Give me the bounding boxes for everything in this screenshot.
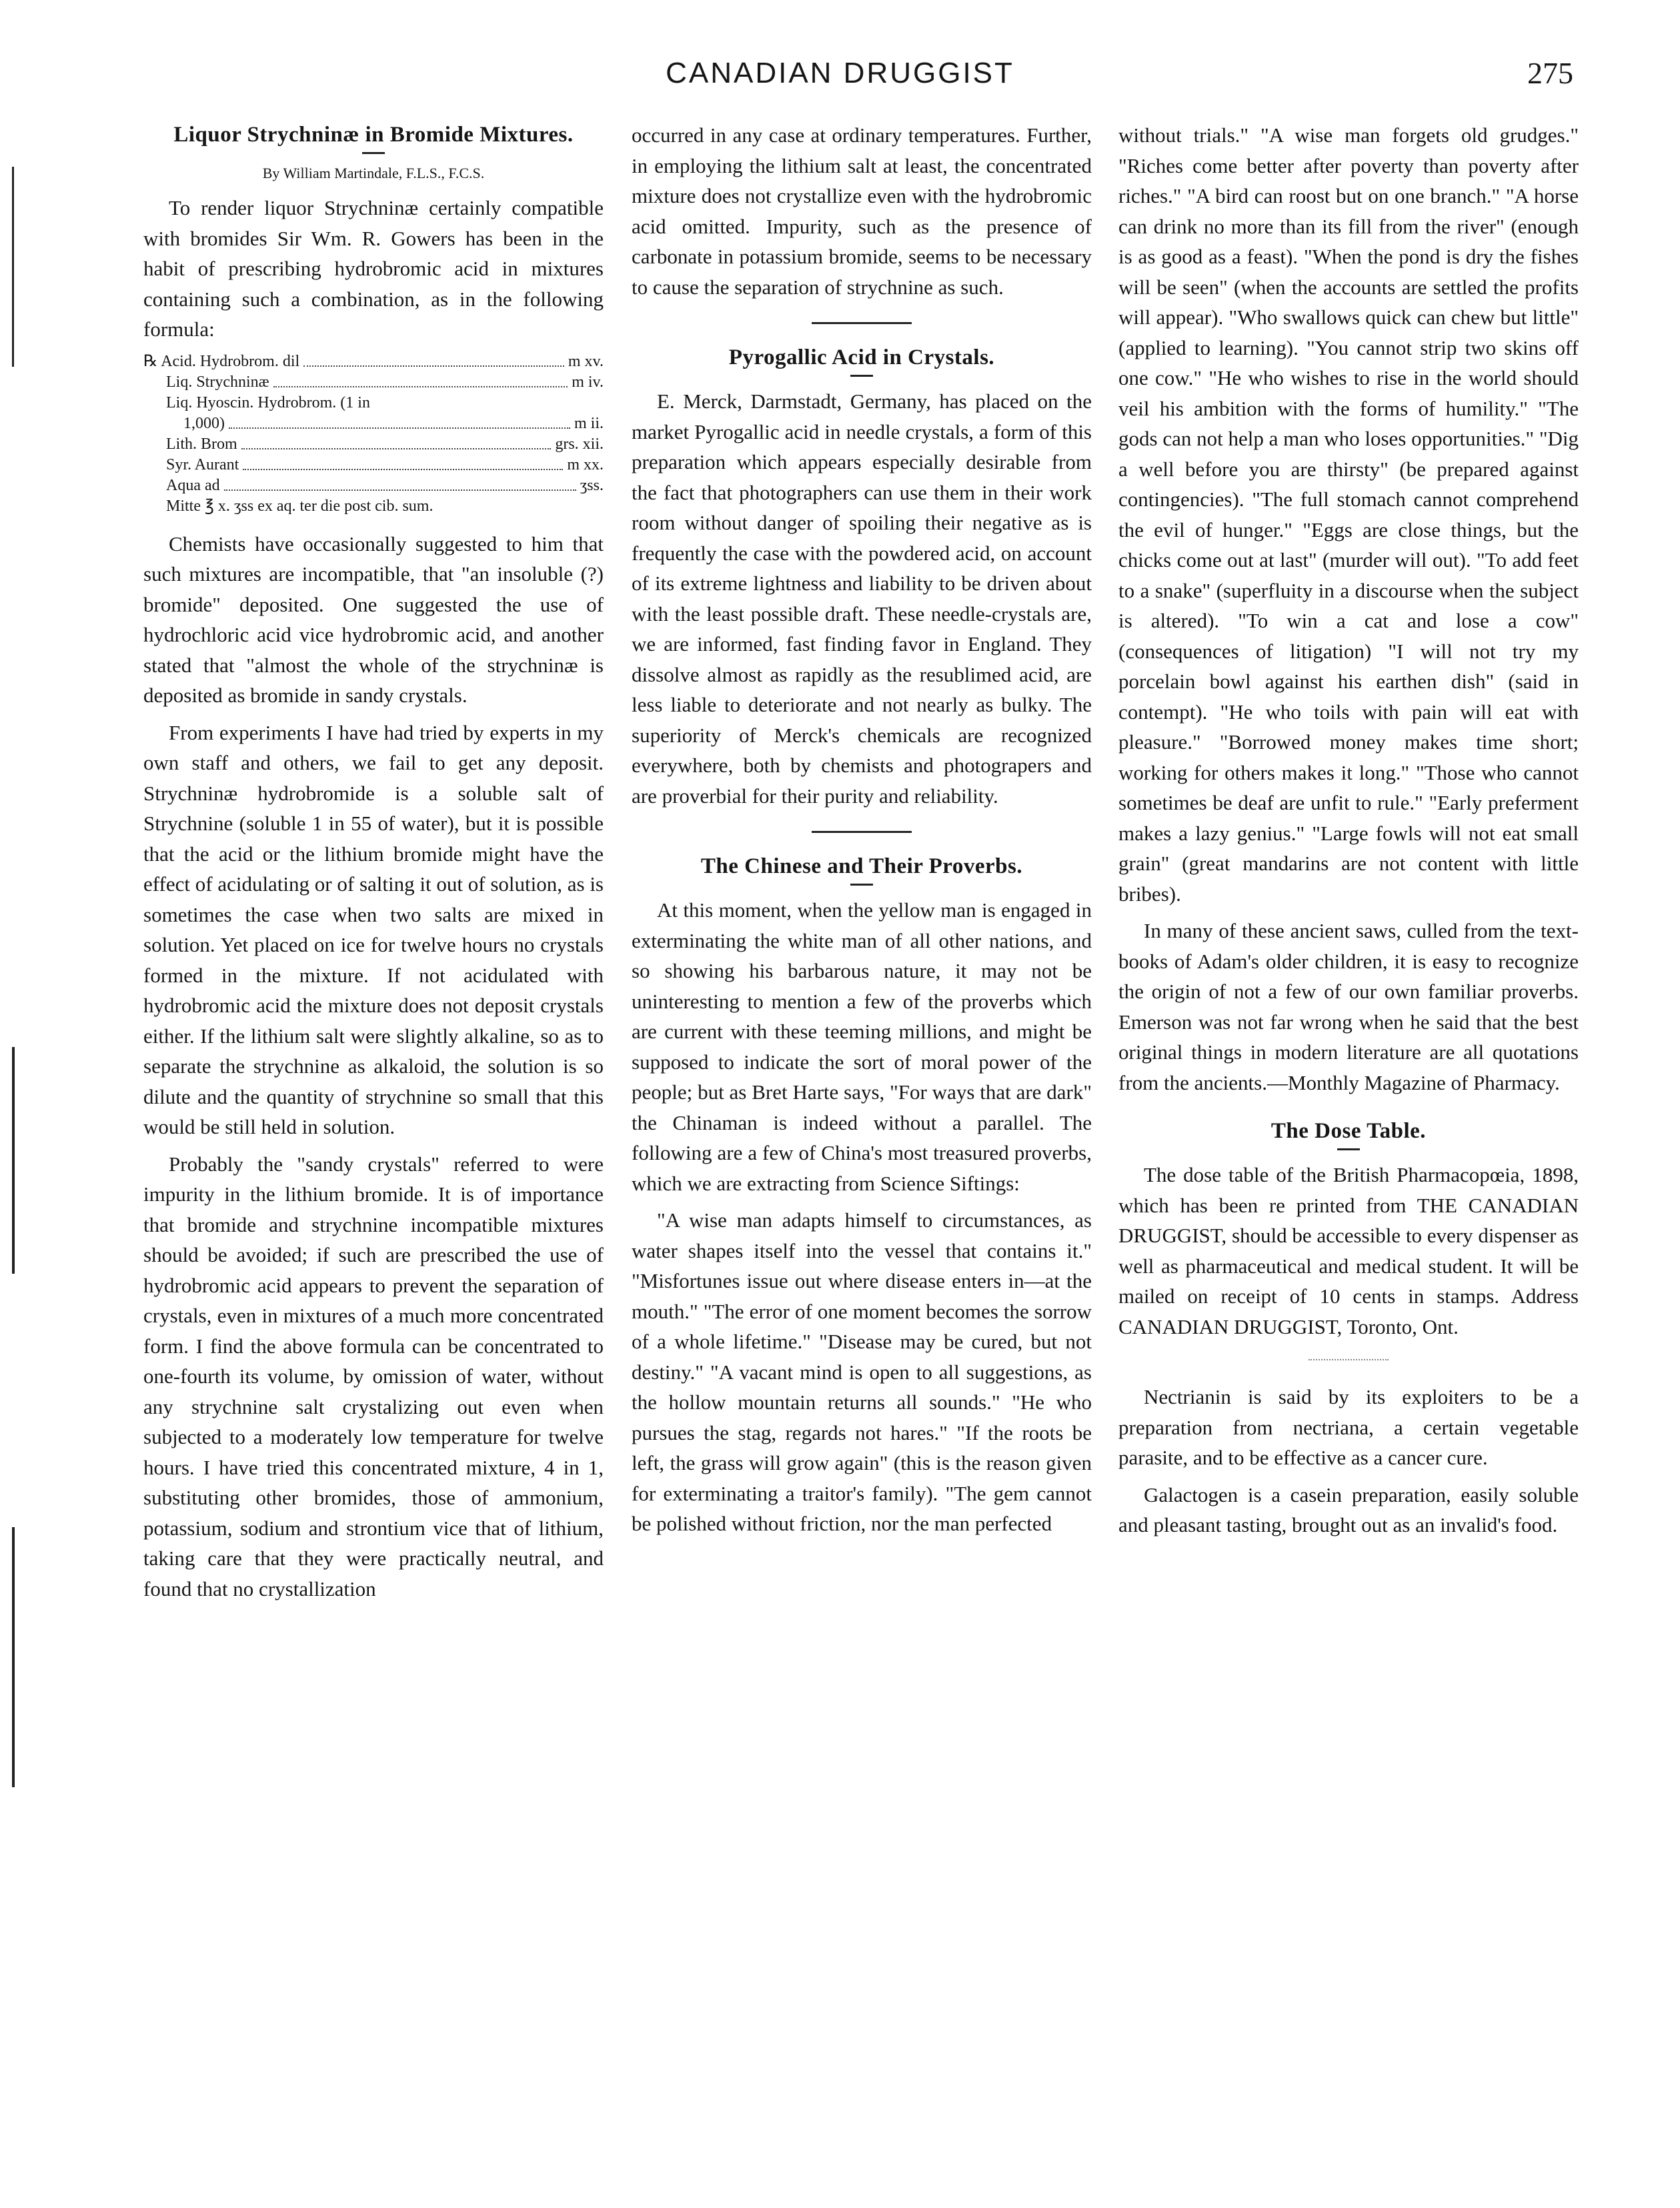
section-rule — [812, 831, 912, 833]
formula-row — [143, 413, 604, 434]
formula-row — [143, 434, 604, 455]
article-title-chinese-proverbs: The Chinese and Their Proverbs. — [700, 854, 1023, 878]
title-dash — [850, 884, 873, 886]
title-dash — [362, 152, 385, 154]
formula-quantity: m xx. — [567, 455, 604, 473]
formula-ingredient: Aqua ad — [166, 476, 220, 494]
article-title-liquor-strychninae: Liquor Strychninæ in Bromide Mixtures. — [173, 123, 574, 147]
formula-row — [143, 393, 604, 413]
byline: By William Martindale, F.L.S., F.C.S. — [262, 165, 485, 181]
formula-row — [143, 475, 604, 496]
paragraph: "A wise man adapts himself to circumstances, as water shapes itself into the vessel that contains it." "Misfortunes issue out where disease enters in—at the mouth." "The error of one moment becomes the sorrow of a whole lifetime." "Disease may be cured, but not destiny." "A vacant mind is open to all suggestions, as the hollow mountain returns all sounds." "He who pursues the stag, regards not hares." "If the roots be left, the grass will grow again" (this is the reason given for exterminating a traitor's family). "The gem cannot be polished without friction, nor the man perfected — [632, 1208, 1092, 1535]
prescription-formula — [143, 351, 604, 517]
formula-quantity: ʒss. — [580, 476, 604, 494]
journal-title: CANADIAN DRUGGIST — [666, 57, 1014, 89]
paragraph: Probably the "sandy crystals" referred to were impurity in the lithium bromide. It is of importance that bromide and strychnine incompatible mixtures should be avoided; if such are prescribed the use of hydrobromic acid appears to prevent the separation of crystals, even in mixtures of a much more concentrated form. I find the above formula can be concentrated to one-fourth its volume, by omission of water, without any strychnine salt crystalizing out even when subjected to a moderately low temperature for twelve hours. I have tried this concentrated mixture, 4 in 1, substituting other bromides, those of ammonium, potassium, sodium and strontium vice that of lithium, taking care that they were practically neutral, and found that no crystallization — [143, 1152, 604, 1600]
formula-row — [143, 455, 604, 475]
paragraph: Nectrianin is said by its exploiters to be a preparation from nectriana, a certain vegetable parasite, and to be effective as a cancer cure. — [1118, 1385, 1579, 1469]
formula-ingredient: Liq. Strychninæ — [166, 373, 269, 391]
paragraph: To render liquor Strychninæ certainly compatible with bromides Sir Wm. R. Gowers has been in the habit of prescribing hydrobromic acid in mixtures containing such a combination, as in the following formula: — [143, 196, 604, 341]
paragraph: Chemists have occasionally suggested to him that such mixtures are incompatible, that "an insoluble (?) bromide" deposited. One suggested the use of hydrochloric acid vice hydrobromic acid, and another stated that "almost the whole of the strychninæ is deposited as bromide in sandy crystals. — [143, 531, 604, 707]
column-2 — [632, 120, 1092, 1546]
formula-ingredient: Syr. Aurant — [166, 455, 239, 473]
formula-ingredient: Lith. Brom — [166, 435, 237, 453]
paragraph: The dose table of the British Pharmacopœia, 1898, which has been re printed from THE CANADIAN DRUGGIST, should be accessible to every dispenser as well as pharmaceutical and medical student. It will be mailed on receipt of 10 cents in stamps. Address CANADIAN DRUGGIST, Toronto, Ont. — [1118, 1163, 1579, 1338]
section-dots — [1309, 1359, 1389, 1360]
margin-bracket-mark — [12, 1047, 15, 1274]
formula-quantity: grs. xii. — [555, 435, 604, 453]
formula-row — [143, 351, 604, 372]
formula-directions: Mitte ℥ x. ʒss ex aq. ter die post cib. sum. — [166, 497, 434, 515]
formula-ingredient: Liq. Hyoscin. Hydrobrom. (1 in — [166, 393, 370, 411]
section-rule — [812, 322, 912, 324]
page-number: 275 — [1527, 56, 1573, 90]
formula-row — [143, 372, 604, 393]
paragraph-continued: without trials." "A wise man forgets old grudges." "Riches come better after poverty than poverty after riches." "A bird can roost but on one branch." "A horse can drink no more than its fill from the river" (enough is as good as a feast). "When the pond is dry the fishes will be seen" (when the accounts are settled the profits will appear). "Who swallows quick can chew but little" (applied to learning). "You cannot strip two skins off one cow." "He who wishes to rise in the world should veil his ambition with the forms of humility." "The gods can not help a man who loses opportunities." "Dig a well before you are thirsty" (be prepared against contingencies). "The full stomach cannot comprehend the evil of hunger." "Eggs are close things, but the chicks come out at last" (murder will out). "To add feet to a snake" (superfluity in a discourse when the subject is altered). "To win a cat and lose a cow" (consequences of litigation) "I will not try my porcelain bowl against his earthen dish" (said in contempt). "He who toils with pain will eat with pleasure." "Borrowed money makes time short; working for others makes it long." "Those who cannot sometimes be deaf are unfit to rule." "Early preferment makes a lazy genius." "Large fowls will not eat small grain" (great mandarins are not content with little bribes). — [1118, 123, 1579, 906]
running-head — [0, 55, 1680, 95]
title-dash — [850, 375, 873, 377]
formula-ingredient: 1,000) — [183, 414, 225, 432]
formula-ingredient: ℞ Acid. Hydrobrom. dil — [143, 352, 300, 370]
paragraph: In many of these ancient saws, culled from the text-books of Adam's older children, it is easy to recognize the origin of not a few of our own familiar proverbs. Emerson was not far wrong when he said that the best original things in modern literature are all quotations from the ancients.—Monthly Magazine of Pharmacy. — [1118, 919, 1579, 1094]
article-title-pyrogallic-acid: Pyrogallic Acid in Crystals. — [728, 345, 995, 369]
paragraph: E. Merck, Darmstadt, Germany, has placed on the market Pyrogallic acid in needle crystals, a form of this preparation which appears especially desirable from the fact that photographers can use them in their work room without danger of spoiling their negative as is frequently the case with the powdered acid, on account of its extreme lightness and liability to be driven about with the least possible draft. These needle-crystals are, we are informed, fast finding favor in England. They dissolve almost as rapidly as the resublimed acid, are less liable to deteriorate and not nearly as bulky. The superiority of Merck's chemicals are recognized everywhere, both by chemists and photograpers and are proverbial for their purity and reliability. — [632, 389, 1092, 808]
article-title-dose-table: The Dose Table. — [1271, 1119, 1427, 1143]
formula-quantity: m ii. — [574, 414, 604, 432]
formula-quantity: m xv. — [568, 352, 604, 370]
paragraph: From experiments I have had tried by experts in my own staff and others, we fail to get any deposit. Strychninæ hydrobromide is a soluble salt of Strychnine (soluble 1 in 55 of water), but it is possible that the acid or the lithium bromide might have the effect of acidulating or of salting it out of solution, as is sometimes the case when two salts are mixed in solution. Yet placed on ice for twelve hours no crystals formed in the mixture. If not acidulated with hydrobromic acid the mixture does not deposit crystals either. If the lithium salt were slightly alkaline, so as to separate the strychnine as alkaloid, the solution is so dilute and the quantity of strychnine so small that this would be still held in solution. — [143, 720, 604, 1138]
paragraph: At this moment, when the yellow man is engaged in exterminating the white man of all other nations, and so showing his barbarous nature, it may not be uninteresting to mention a few of the proverbs which are current with these teeming millions, and might be supposed to indicate the sort of moral power of the people; but as Bret Harte says, "For ways that are dark" the Chinaman is indeed without a parallel. The following are a few of China's most treasured proverbs, which we are extracting from Science Siftings: — [632, 898, 1092, 1195]
paragraph-continued: occurred in any case at ordinary temperatures. Further, in employing the lithium salt at least, the concentrated mixture does not crystallize even with the hydrobromic acid omitted. Impurity, such as the presence of carbonate in potassium bromide, seems to be necessary to cause the separation of strychnine as such. — [632, 123, 1092, 299]
paragraph: Galactogen is a casein preparation, easily soluble and pleasant tasting, brought out as an invalid's food. — [1118, 1482, 1579, 1536]
column-3 — [1118, 120, 1579, 1547]
formula-quantity: m iv. — [572, 373, 604, 391]
column-1 — [143, 120, 604, 1610]
title-dash — [1337, 1148, 1360, 1150]
margin-bracket-mark — [12, 167, 14, 367]
margin-bracket-mark — [12, 1527, 15, 1787]
